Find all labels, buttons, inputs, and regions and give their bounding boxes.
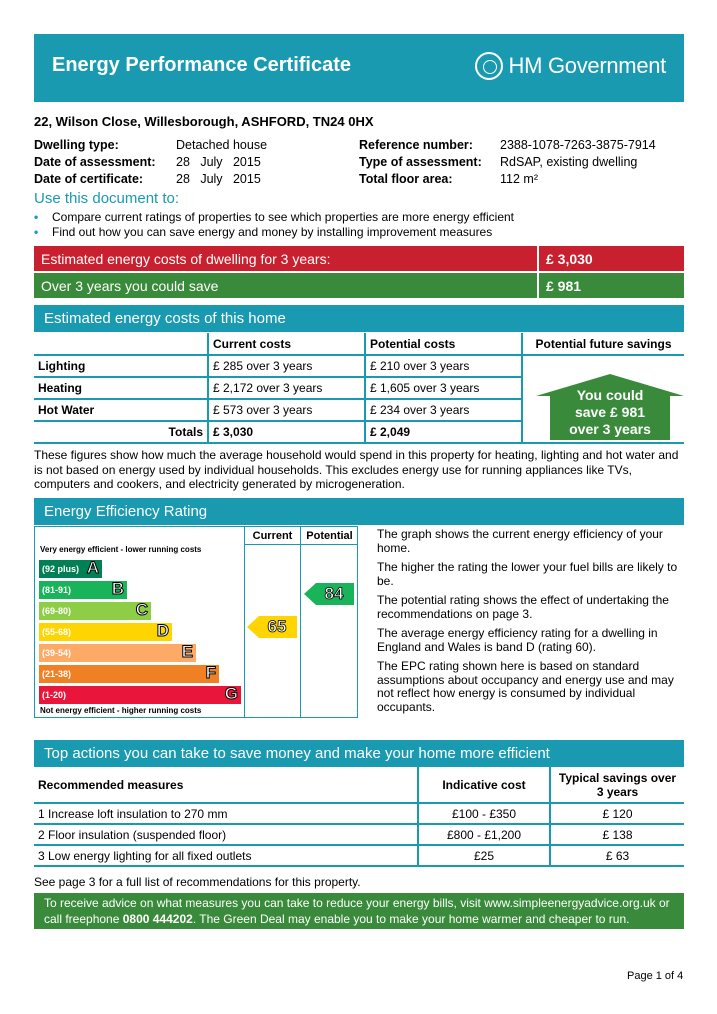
potential-column-header: Potential: [306, 530, 353, 542]
efficiency-note: The higher the rating the lower your fuel bills are likely to be.: [377, 560, 678, 588]
efficiency-note: The graph shows the current energy efficiency of your home.: [377, 527, 663, 555]
column-header: Recommended measures: [34, 767, 418, 803]
detail-value: RdSAP, existing dwelling: [500, 155, 638, 169]
row-label: Hot Water: [34, 399, 208, 421]
detail-value: 28 July 2015: [176, 172, 261, 186]
savings-value: £ 981: [539, 273, 684, 298]
bullet-icon: •: [34, 225, 39, 239]
band-d: (55-68) D: [39, 623, 172, 641]
column-header: Indicative cost: [418, 767, 550, 803]
column-header: Potential costs: [365, 333, 522, 355]
estimated-cost-label: Estimated energy costs of dwelling for 3 years:: [34, 246, 537, 271]
typical-saving: £ 63: [550, 845, 684, 866]
current-column-header: Current: [252, 530, 293, 542]
costs-section-title: Estimated energy costs of this home: [34, 305, 684, 332]
current-cost: £ 285 over 3 years: [208, 355, 365, 377]
table-row: [34, 803, 684, 824]
actions-section-title: Top actions you can take to save money and make your home more efficient: [34, 740, 684, 767]
detail-label: Reference number:: [359, 138, 473, 152]
current-cost: £ 573 over 3 years: [208, 399, 365, 421]
estimated-cost-value: £ 3,030: [539, 246, 684, 271]
detail-value: 28 July 2015: [176, 155, 261, 169]
column-header: Potential future savings: [522, 333, 684, 355]
detail-value: 2388-1078-7263-3875-7914: [500, 138, 656, 152]
typical-saving: £ 120: [550, 803, 684, 824]
efficiency-note: The potential rating shows the effect of undertaking the recommendations on page 3.: [377, 593, 669, 621]
detail-value: Detached house: [176, 138, 268, 152]
detail-label: Type of assessment:: [359, 155, 482, 169]
band-g: (1-20) G: [39, 686, 241, 704]
potential-rating-value: 84: [324, 584, 344, 603]
details-right: [359, 137, 656, 188]
see-page-note: See page 3 for a full list of recommendations for this property.: [34, 875, 361, 889]
efficiency-notes: [377, 528, 687, 720]
savings-arrow-line: over 3 years: [569, 421, 651, 437]
advice-line: call freephone 0800 444202. The Green Deal may enable you to make your home warmer and cheaper to run.: [44, 912, 630, 926]
efficiency-chart: [34, 526, 358, 718]
potential-cost: £ 210 over 3 years: [365, 355, 522, 377]
row-label: Heating: [34, 377, 208, 399]
advice-line: To receive advice on what measures you can take to reduce your energy bills, visit www.simpleenergyadvice.org.uk or: [44, 896, 670, 910]
total-potential: £ 2,049: [365, 421, 522, 443]
savings-bar: [34, 273, 684, 298]
actions-table: [34, 767, 684, 867]
details-left: [34, 137, 267, 188]
detail-label: Date of assessment:: [34, 155, 156, 169]
indicative-cost: £25: [418, 845, 550, 866]
current-cost: £ 2,172 over 3 years: [208, 377, 365, 399]
freephone-number: 0800 444202: [122, 912, 193, 926]
property-address: 22, Wilson Close, Willesborough, ASHFORD, TN24 0HX: [34, 114, 374, 129]
crest-icon: [475, 52, 503, 80]
measure: 1 Increase loft insulation to 270 mm: [34, 803, 418, 824]
measure: 2 Floor insulation (suspended floor): [34, 824, 418, 845]
detail-value: 112 m²: [500, 172, 538, 186]
indicative-cost: £800 - £1,200: [418, 824, 550, 845]
band-c: (69-80) C: [39, 602, 151, 620]
logo-text: HM Government: [508, 53, 666, 78]
list-item: Find out how you can save energy and money by installing improvement measures: [52, 225, 493, 239]
table-row: [34, 845, 684, 866]
band-a: (92 plus) A: [39, 560, 102, 578]
measure: 3 Low energy lighting for all fixed outlets: [34, 845, 418, 866]
efficiency-note: The EPC rating shown here is based on standard assumptions about occupancy and energy use and may not reflect how energy is consumed by individual occupants.: [377, 659, 674, 714]
total-current: £ 3,030: [208, 421, 365, 443]
estimated-cost-bar: [34, 246, 684, 271]
use-document-list: [34, 210, 514, 240]
potential-cost: £ 1,605 over 3 years: [365, 377, 522, 399]
table-row: [34, 824, 684, 845]
detail-label: Total floor area:: [359, 172, 453, 186]
page-title: Energy Performance Certificate: [52, 54, 352, 76]
header-banner: [34, 34, 684, 102]
current-rating-value: 65: [267, 617, 287, 636]
detail-label: Date of certificate:: [34, 172, 144, 186]
column-header: Typical savings over 3 years: [550, 767, 684, 803]
bullet-icon: •: [34, 210, 39, 224]
list-item: Compare current ratings of properties to see which properties are more energy efficient: [52, 210, 515, 224]
indicative-cost: £100 - £350: [418, 803, 550, 824]
advice-banner: [34, 893, 684, 929]
savings-arrow-line: You could: [576, 387, 644, 403]
page-number: Page 1 of 4: [627, 970, 684, 982]
top-note: Very energy efficient - lower running costs: [40, 545, 202, 554]
savings-arrow: [536, 374, 684, 440]
bottom-note: Not energy efficient - higher running costs: [40, 706, 202, 715]
savings-label: Over 3 years you could save: [34, 273, 537, 298]
efficiency-section-title: Energy Efficiency Rating: [34, 498, 684, 525]
band-e: (39-54) E: [39, 644, 196, 662]
typical-saving: £ 138: [550, 824, 684, 845]
row-label: Lighting: [34, 355, 208, 377]
band-b: (81-91) B: [39, 581, 127, 599]
potential-cost: £ 234 over 3 years: [365, 399, 522, 421]
savings-arrow-line: save £ 981: [574, 404, 646, 420]
band-f: (21-38) F: [39, 665, 219, 683]
totals-label: Totals: [34, 421, 208, 443]
use-document-title: Use this document to:: [34, 190, 180, 207]
column-header: Current costs: [208, 333, 365, 355]
efficiency-note: The average energy efficiency rating for a dwelling in England and Wales is band D (rating 60).: [377, 626, 658, 654]
detail-label: Dwelling type:: [34, 138, 119, 152]
hm-government-logo: [475, 52, 666, 80]
costs-explanation: These figures show how much the average household would spend in this property for heating, lighting and hot water and is not based on energy used by individual households. This excludes energy use for running appliances like TVs, computers and cookers, and electricity generated by microgeneration.: [34, 448, 679, 491]
